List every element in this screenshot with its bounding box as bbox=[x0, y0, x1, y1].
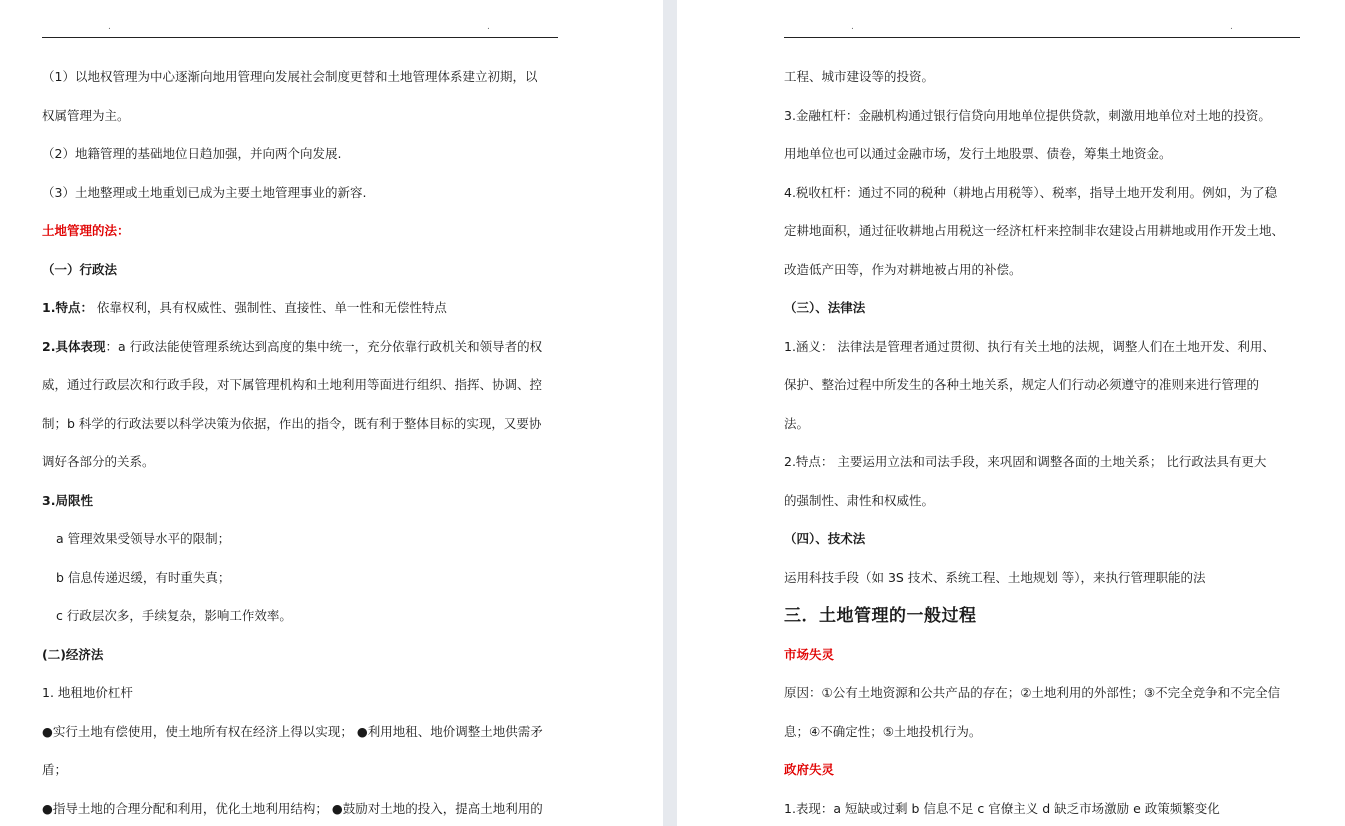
paragraph-line: 威，通过行政层次和行政手段，对下属管理机构和土地利用等面进行组织、指挥、协调、控 bbox=[42, 377, 543, 392]
header-mark: . bbox=[851, 22, 854, 32]
subsection-heading: （三）、法律法 bbox=[784, 300, 866, 315]
paragraph-line: 息；④不确定性；⑤土地投机行为。 bbox=[784, 723, 982, 739]
paragraph-line: 2.特点： 主要运用立法和司法手段，来巩固和调整各面的土地关系； 比行政法具有更大 bbox=[784, 454, 1267, 469]
paragraph-line: ●指导土地的合理分配和利用，优化土地利用结构； ●鼓励对土地的投入，提高土地利用的 bbox=[42, 800, 543, 816]
item-text: 依靠权利，具有权威性、强制性、直接性、单一性和无偿性特点 bbox=[92, 300, 447, 315]
paragraph-line: 法。 bbox=[784, 415, 810, 431]
subsection-heading: (二)经济法 bbox=[42, 646, 104, 662]
subsection-heading: （四）、技术法 bbox=[784, 531, 866, 546]
paragraph-line bbox=[42, 328, 558, 367]
paragraph-line bbox=[42, 289, 558, 328]
paragraph-line: 1.表现：a 短缺或过剩 b 信息不足 c 官僚主义 d 缺乏市场激励 e 政策频繁变化 bbox=[784, 800, 1220, 816]
section-heading: 市场失灵 bbox=[784, 646, 835, 662]
header-mark: . bbox=[1230, 22, 1233, 32]
header-mark: . bbox=[487, 22, 490, 32]
paragraph-line: 权属管理为主。 bbox=[42, 107, 130, 123]
list-item: b 信息传递迟缓，有时重失真； bbox=[56, 569, 231, 585]
paragraph-line: 定耕地面积，通过征收耕地占用税这一经济杠杆来控制非农建设占用耕地或用作开发土地、 bbox=[784, 223, 1285, 238]
list-item: c 行政层次多，手续复杂，影响工作效率。 bbox=[56, 608, 292, 623]
document-page-right bbox=[677, 0, 1345, 826]
paragraph-line: 4.税收杠杆：通过不同的税种（耕地占用税等）、税率，指导土地开发利用。例如，为了稳 bbox=[784, 184, 1278, 200]
paragraph-line: 改造低产田等，作为对耕地被占用的补偿。 bbox=[784, 261, 1022, 277]
paragraph-line: 工程、城市建设等的投资。 bbox=[784, 69, 935, 84]
paragraph-line: （1）以地权管理为中心逐渐向地用管理向发展社会制度更替和土地管理体系建立初期，以 bbox=[42, 69, 538, 84]
item-label: 1.特点： bbox=[42, 300, 93, 315]
paragraph-line: 原因：①公有土地资源和公共产品的存在；②土地利用的外部性；③不完全竞争和不完全信 bbox=[784, 685, 1281, 700]
header-rule bbox=[784, 37, 1300, 38]
paragraph-line: 1.涵义： 法律法是管理者通过贯彻、执行有关土地的法规，调整人们在土地开发、利用、 bbox=[784, 338, 1275, 354]
paragraph-line: 的强制性、肃性和权威性。 bbox=[784, 492, 935, 508]
section-heading: 土地管理的法： bbox=[42, 223, 130, 238]
paragraph-line: ●实行土地有偿使用，使土地所有权在经济上得以实现； ●利用地租、地价调整土地供需矛 bbox=[42, 723, 543, 739]
paragraph-line: 用地单位也可以通过金融市场，发行土地股票、债卷，筹集土地资金。 bbox=[784, 146, 1172, 161]
paragraph-line: 制；b 科学的行政法要以科学决策为依据，作出的指令，既有利于整体目标的实现，又要协 bbox=[42, 415, 542, 431]
paragraph-line: 1. 地租地价杠杆 bbox=[42, 685, 133, 700]
item-label: 2.具体表现 bbox=[42, 338, 106, 354]
paragraph-line: （3）土地整理或土地重划已成为主要土地管理事业的新容. bbox=[42, 184, 367, 200]
document-page-left bbox=[0, 0, 663, 826]
section-title: 三．土地管理的一般过程 bbox=[784, 606, 977, 626]
subsection-heading: （一）行政法 bbox=[42, 261, 118, 277]
paragraph-line: 调好各部分的关系。 bbox=[42, 454, 155, 469]
page-gutter bbox=[663, 0, 677, 826]
paragraph-line: 运用科技手段（如 3S 技术、系统工程、土地规划 等），来执行管理职能的法 bbox=[784, 569, 1206, 585]
paragraph-line: 3.金融杠杆：金融机构通过银行信贷向用地单位提供贷款，刺激用地单位对土地的投资。 bbox=[784, 107, 1271, 123]
paragraph-line: 盾； bbox=[42, 762, 68, 777]
header-mark: . bbox=[108, 22, 111, 32]
section-heading: 政府失灵 bbox=[784, 762, 835, 777]
paragraph-line: 保护、整治过程中所发生的各种土地关系，规定人们行动必须遵守的准则来进行管理的 bbox=[784, 377, 1260, 392]
list-item: a 管理效果受领导水平的限制； bbox=[56, 531, 231, 546]
paragraph-line: （2）地籍管理的基础地位日趋加强，并向两个向发展. bbox=[42, 146, 342, 161]
item-text: ：a 行政法能使管理系统达到高度的集中统一，充分依靠行政机关和领导者的权 bbox=[105, 338, 543, 354]
page-body bbox=[42, 58, 558, 826]
page-body bbox=[784, 58, 1300, 826]
header-rule bbox=[42, 37, 558, 38]
subsection-heading: 3.局限性 bbox=[42, 492, 93, 508]
